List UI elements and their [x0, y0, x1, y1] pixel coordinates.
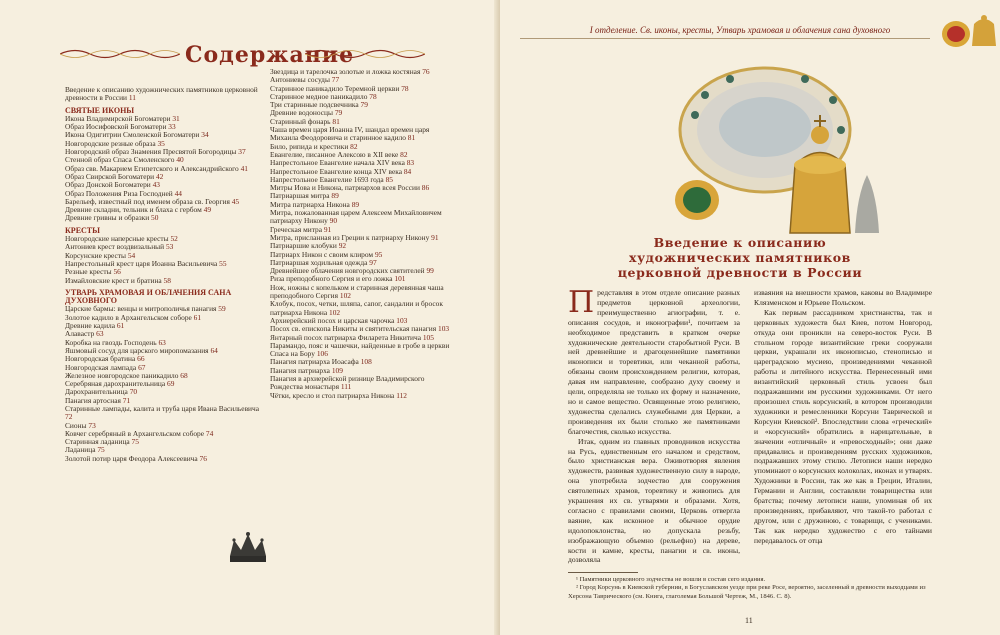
toc-entry-title: Древние гривны и образки [65, 213, 150, 223]
section-title: Введение к описанию художнических памятников церковной древности в России [617, 235, 863, 280]
toc-entry-title: Панагия патриарха [270, 365, 330, 375]
toc-entry-title: Панагия артосная [65, 395, 121, 405]
toc-entry-title: Образ свв. Макарием Египетского и Александрийского [65, 163, 239, 173]
toc-entry[interactable] [270, 392, 458, 400]
toc-entry-page: 91 [431, 232, 439, 242]
footnote: ¹ Памятники церковного зодчества не вошли в состав сего издания. [576, 576, 766, 583]
toc-entry-page: 85 [385, 174, 393, 184]
toc-entry-title: Патриаршая ходильная одежда [270, 257, 368, 267]
toc-title: Содержание [185, 42, 355, 68]
toc-entry-title: Янтарный посох патриарха Филарета Никитича [270, 332, 421, 342]
toc-entry-title: Чётки, кресло и стол патриарха Никона [270, 390, 395, 400]
toc-entry-page: 56 [113, 267, 121, 277]
body-column-1 [568, 285, 740, 565]
toc-entry-title: Дарохранительница [65, 387, 128, 397]
toc-entry[interactable] [65, 455, 261, 463]
toc-entry-title: Корсунские кресты [65, 250, 126, 260]
body-column-2 [754, 288, 932, 546]
toc-entry-page: 52 [170, 234, 178, 244]
running-head-rule [520, 38, 930, 39]
toc-entry-title: Образ Свирской Богоматери [65, 171, 155, 181]
toc-entry-title: Введение к описанию художнических памятников церковной древности в России [65, 85, 258, 103]
toc-entry-page: 53 [165, 242, 174, 252]
footnote-rule [568, 572, 638, 573]
toc-entry-page: 33 [168, 122, 176, 132]
toc-entry-page: 78 [401, 83, 409, 93]
toc-entry-title: Алавастр [65, 329, 95, 339]
toc-entry-page: 83 [406, 158, 415, 168]
toc-entry-title: Патриаршие клобуки [270, 241, 337, 251]
crown-vessels-vignette-icon [938, 10, 998, 50]
toc-entry[interactable] [270, 342, 458, 359]
toc-entry-page: 72 [65, 412, 73, 422]
toc-entry-title: Антониев крест воздвизальный [65, 242, 165, 252]
toc-entry-title: Митра патриарха Никона [270, 199, 350, 209]
body-paragraph: Как первым рассадником христианства, так и церковных художеств был Киев, потом Новгород, откуда они проникли на северо-восток Руси. В стольном городе византийские греки сооружали церкви, украшали их иконописью, стенописью и цареградскою мусиею, произведениями чеканной работы и литейного искусства. Перенесенный ими византийский церковный стиль усвоен был подражавшими им русскими художниками. От него произошел стиль корсунский, в котором производили художники и ремесленники Корсуни Таврической и Корсуни Киевской². Впоследствии слова «греческий» и «корсунский» обратились в нарицательные, в значении «отличный» и «превосходный»; они даже придавались и произведениям русских художников, подражавших этому стилю. Летописи наши нередко упоминают о корсунских колоколах, иконах и утварях. Художники в России, так же как в Греции, Италии, Германии и Англии, составляли товарищества или братства; почему летописи наши, упоминая об их произведениях, прибавляют, что такой-то работал с другом, или с дружиною, с товарищи, с учениками. Так как нередко художество с его тайнами передавалось от отца [754, 307, 932, 545]
toc-entry-title: Новгородские наперсные кресты [65, 234, 169, 244]
running-head: I отделение. Св. иконы, кресты, Утварь храмовая и облачения сана духовного [589, 25, 891, 35]
toc-entry-page: 35 [157, 138, 165, 148]
body-paragraph: изваяния на внешности храмов, каковы во Владимире Клязменском и Юрьеве Польском. [754, 288, 932, 307]
toc-section-heading: СВЯТЫЕ ИКОНЫ [65, 105, 135, 115]
toc-entry-page: 55 [219, 258, 227, 268]
toc-entry-title: Патриаршая митра [270, 191, 330, 201]
toc-entry-title: Измайловские крест и братина [65, 275, 162, 285]
toc-entry-title: Железное новгородское паникадило [65, 370, 179, 380]
toc-entry-page: 77 [331, 75, 340, 85]
toc-entry-page: 34 [201, 130, 209, 140]
toc-entry-page: 61 [116, 321, 125, 331]
toc-entry-title: Резные кресты [65, 267, 112, 277]
toc-entry-page: 89 [331, 191, 339, 201]
toc-entry-page: 41 [240, 163, 248, 173]
toc-entry-title: Образ Положения Риза Господней [65, 188, 173, 198]
toc-entry-title: Антониевы сосуды [270, 75, 330, 85]
toc-entry-page: 78 [369, 91, 377, 101]
toc-entry-page: 102 [329, 307, 341, 317]
toc-entry-page: 43 [152, 180, 160, 190]
toc-entry-page: 79 [334, 108, 343, 118]
left-page [0, 0, 498, 635]
toc-column-2 [270, 68, 458, 400]
toc-entry-page: 61 [193, 312, 202, 322]
toc-entry-title: Напрестольное Евангелие 1693 года [270, 174, 384, 184]
toc-entry-page: 82 [400, 149, 408, 159]
toc-entry-page: 31 [172, 113, 180, 123]
toc-entry-title: Стенной образ Спаса Смоленского [65, 155, 175, 165]
toc-entry-title: Древние кадила [65, 321, 115, 331]
toc-entry-title: Посох св. епископа Никиты и святительская панагия [270, 324, 437, 334]
toc-entry-page: 81 [407, 133, 416, 143]
toc-entry-title: Старинный фонарь [270, 116, 331, 126]
toc-entry-page: 71 [122, 395, 131, 405]
toc-entry-page: 108 [360, 357, 372, 367]
toc-entry-page: 74 [205, 428, 214, 438]
toc-entry-title: Ладаница [65, 445, 96, 455]
page-number: 11 [745, 616, 753, 625]
toc-entry-title: Клобук, посох, четки, шляпа, сапог, сандалии и бросок патриарха Никона [270, 299, 443, 317]
toc-entry-page: 101 [394, 274, 406, 284]
toc-entry-title: Икона Одигитрии Смоленской Богоматери [65, 130, 200, 140]
ornament-left-icon [60, 47, 180, 61]
toc-entry-page: 109 [331, 365, 343, 375]
toc-entry-page: 66 [137, 354, 145, 364]
toc-entry-title: Патриарх Никон с своим клиром [270, 249, 374, 259]
toc-entry-page: 63 [158, 337, 166, 347]
toc-entry-page: 45 [231, 196, 240, 206]
toc-entry-title: Напрестольный крест царя Иоанна Васильевича [65, 258, 218, 268]
toc-entry-page: 76 [422, 67, 430, 76]
toc-entry-title: Новгородская братина [65, 354, 136, 364]
toc-entry-page: 102 [339, 291, 351, 301]
ornament-right-icon [305, 47, 425, 61]
toc-entry-page: 58 [163, 275, 171, 285]
toc-entry-title: Образ Иосифовской Богоматери [65, 122, 167, 132]
toc-entry[interactable] [65, 405, 261, 422]
toc-entry-title: Звездица и тарелочка золотые и ложка костяная [270, 67, 421, 76]
toc-entry-title: Ковчег серебряный в Архангельском соборе [65, 428, 205, 438]
toc-entry-title: Риза преподобного Сергия и его ложка [270, 274, 393, 284]
toc-entry-page: 42 [155, 171, 164, 181]
toc-entry-page: 37 [238, 147, 246, 157]
toc-entry-title: Икона Владимирской Богоматери [65, 113, 171, 123]
toc-entry-page: 49 [203, 205, 212, 215]
toc-entry-page: 59 [218, 304, 226, 314]
toc-entry-page: 70 [129, 387, 138, 397]
toc-entry-page: 67 [138, 362, 146, 372]
toc-entry-title: Царские бармы: венцы и митрополичья панагия [65, 304, 217, 314]
toc-entry-title: Нож, ножны с копельком и старинная деревянная чаша преподобного Сергия [270, 282, 444, 301]
toc-entry-page: 63 [96, 329, 104, 339]
toc-entry-page: 106 [316, 349, 328, 359]
toc-entry-title: Старинные лампады, калита и труба царя Ивана Васильевича [65, 403, 260, 413]
toc-entry-page: 69 [167, 379, 175, 389]
toc-entry-title: Барельеф, известный под именем образа св. Георгия [65, 196, 230, 206]
body-paragraph: редставляя в этом отделе описание разных предметов церковной археологии, преимущественно агиографии, т. е. описания сосудов, и иконографии¹, почитаем за необходимое представить в кратком очерке художнические деятельности старобытной Руси. В ней древнейшие и драгоценнейшие памятники иконописи и торевтики, или чеканной работы, обязаны своим происхождением религии, которая, давая им направление, сообразно духу своему и цели, определяла не только их форму и назначение, но и самое вещество. Освященные этою религиею, художества сделались служебными для Церкви, а произведения их были столько же памятниками благочестия, сколько искусства. [568, 288, 740, 436]
toc-entry-page: 89 [351, 199, 360, 209]
toc-entry-title: Митра, присланная из Греции к патриарху Никону [270, 232, 430, 242]
footnotes [568, 576, 932, 601]
toc-entry-page: 103 [396, 315, 408, 325]
toc-entry-title: Било, рипида и крестики [270, 141, 349, 151]
toc-entry-title: Греческая митра [270, 224, 322, 234]
toc-entry-title: Митры Иова и Никона, патриархов всея России [270, 183, 420, 193]
church-vessels-illustration-icon [655, 55, 890, 235]
toc-entry-title: Евангелие, писанное Алексою в XII веке [270, 149, 399, 159]
toc-entry-page: 11 [128, 93, 136, 103]
toc-entry-page: 97 [369, 257, 377, 267]
toc-entry-page: 84 [403, 166, 412, 176]
toc-entry-title: Древние складни, тельник и блаха с гербом [65, 205, 202, 215]
toc-entry-page: 103 [438, 324, 450, 334]
toc-entry-page: 44 [174, 188, 182, 198]
toc-entry[interactable] [270, 284, 458, 301]
toc-entry[interactable] [270, 126, 458, 143]
toc-entry-page: 86 [421, 183, 430, 193]
toc-entry-page: 112 [396, 390, 407, 400]
toc-column-1 [65, 86, 261, 463]
footnote: ² Город Корсунь в Киевской губернии, в Богуславском уезде при реке Росе, вероятно, заселенный в древности выходцами из Херсона Таврического (см. Книга, глаголемая Большой Чертеж, М., 1846. С. 8). [568, 584, 926, 600]
toc-entry-title: Серебряная дарохранительница [65, 379, 166, 389]
toc-entry-title: Яшмовый сосуд для царского миропомазания [65, 345, 209, 355]
toc-entry-page: 95 [374, 249, 383, 259]
toc-section-heading: УТВАРЬ ХРАМОВАЯ И ОБЛАЧЕНИЯ САНА ДУХОВНОГО [65, 287, 232, 306]
toc-entry-title: Панагия патриарха Иоасафа [270, 357, 359, 367]
toc-entry-page: 73 [88, 420, 96, 430]
toc-entry-page: 50 [151, 213, 159, 223]
toc-entry[interactable] [270, 375, 458, 392]
toc-entry-title: Панагия в архиерейской ризнице Владимирского Рождества монастыря [270, 373, 425, 392]
toc-entry-title: Напрестольное Евангелие конца XIV века [270, 166, 402, 176]
toc-entry-page: 75 [131, 437, 139, 447]
toc-entry-title: Митра, пожалованная царем Алексеем Михайловичем патриарху Никону [270, 208, 442, 226]
toc-entry-title: Три старинные подсвечника [270, 100, 359, 110]
toc-entry-title: Старинное медное паникадило [270, 91, 368, 101]
toc-entry[interactable] [65, 86, 261, 103]
toc-entry-title: Сионы [65, 420, 87, 430]
toc-entry-title: Новгородская лампада [65, 362, 137, 372]
toc-entry-page: 68 [180, 370, 188, 380]
toc-entry-page: 54 [127, 250, 136, 260]
toc-entry-page: 76 [199, 453, 207, 463]
toc-entry-page: 82 [350, 141, 358, 151]
toc-entry-page: 75 [97, 445, 105, 455]
toc-entry-page: 91 [323, 224, 332, 234]
toc-entry-title: Образ Донской Богоматери [65, 180, 151, 190]
toc-entry-page: 92 [338, 241, 347, 251]
toc-entry-page: 99 [426, 266, 434, 276]
toc-entry-title: Новгородские резные образа [65, 138, 156, 148]
toc-entry-title: Старинная ладаница [65, 437, 130, 447]
toc-entry-title: Золотой потир царя Феодора Алексеевича [65, 453, 198, 463]
crown-ornament-icon [226, 530, 270, 568]
toc-entry-page: 79 [360, 100, 368, 110]
toc-entry-title: Напрестольное Евангелие начала XIV века [270, 158, 405, 168]
toc-section-heading: КРЕСТЫ [65, 225, 100, 235]
toc-entry-title: Парамандо, пояс и чашечки, найденные в гробе в церкви Спаса на Бору [270, 340, 450, 359]
toc-entry-page: 81 [332, 116, 340, 126]
dropcap: П [568, 285, 595, 320]
toc-entry[interactable] [65, 214, 261, 222]
toc-entry-title: Золотое кадило в Архангельском соборе [65, 312, 192, 322]
toc-entry-page: 64 [210, 345, 218, 355]
toc-entry-title: Коробка на гвоздь Господень [65, 337, 157, 347]
toc-entry[interactable] [270, 300, 458, 317]
toc-entry-title: Древние водоносцы [270, 108, 333, 118]
toc-entry-title: Архиерейский посох и царская чарочка [270, 315, 395, 325]
toc-entry-title: Старинное паникадило Теремной церкви [270, 83, 400, 93]
toc-entry[interactable] [270, 209, 458, 226]
toc-entry-page: 40 [176, 155, 184, 165]
toc-entry-title: Чаша времен царя Иоанна IV, шандал времен царя Михаила Феодоровича и старинное кадило [270, 125, 430, 143]
toc-entry[interactable] [65, 277, 261, 285]
toc-entry-title: Древнейшее облачения новгородских святителей [270, 266, 425, 276]
toc-entry-title: Новгородский образ Знамения Пресвятой Богородицы [65, 147, 237, 157]
toc-entry-page: 90 [329, 216, 338, 226]
toc-entry-page: 111 [340, 382, 352, 392]
toc-entry-page: 105 [422, 332, 434, 342]
body-paragraph: Итак, одним из главных проводников искусства на Русь, единственным его началом и средством, было христианская вера. Оживотворяя явления художеств, развивая художественную силу в народе, она употребила зодчество для сооружения святолепных храмов, торевтику и живопись для украшения их св. утварями и образами. Хотя, согласно с правилами своими, Церковь отвергла ваяние, как исконное и обычное орудие идолопоклонства, но допускала резьбу, изображающую объемно (рельефно) на дереве, кости и камне, кресты, панагии и св. иконы, дозволяла [568, 436, 740, 565]
